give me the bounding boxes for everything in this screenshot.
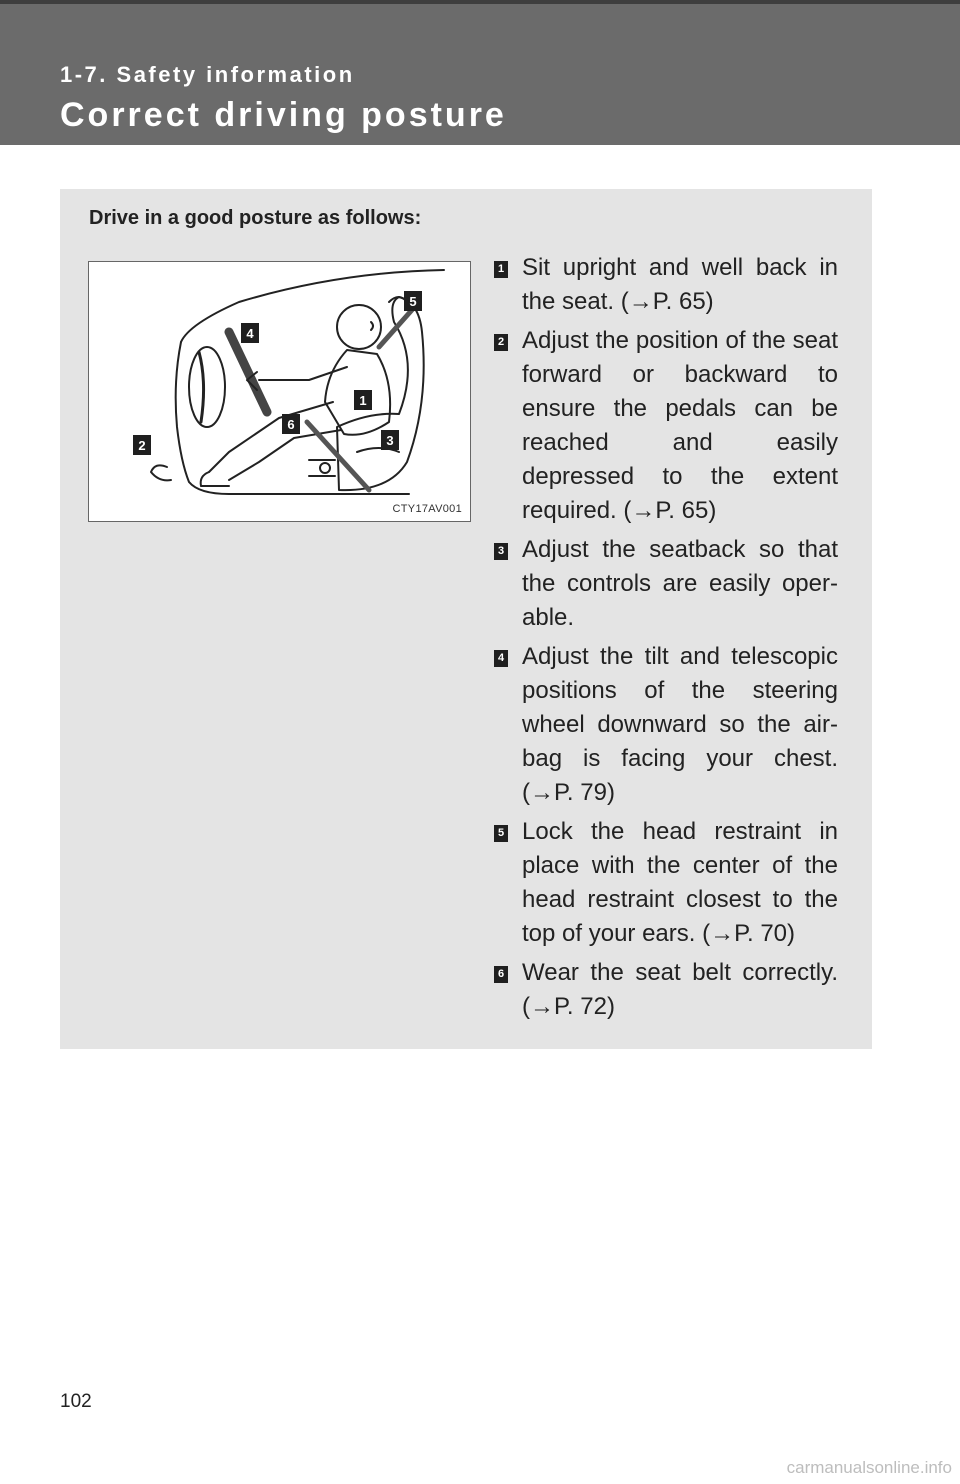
step-number-badge: 3 <box>494 543 508 560</box>
step-6 <box>494 956 838 1024</box>
step-number-badge: 6 <box>494 966 508 983</box>
step-text: Adjust the seatback so that the controls are easily oper-able. <box>522 536 838 631</box>
step-text: Adjust the position of the seat forward or backward to ensure the pedals can be reached and easily depressed to the extent required. (→P. 65) <box>522 327 838 524</box>
posture-steps <box>494 251 838 1029</box>
svg-text:4: 4 <box>246 326 254 341</box>
step-number-badge: 4 <box>494 650 508 667</box>
step-text: Adjust the tilt and telescopic positions of the steering wheel downward so the air-bag is facing your chest. (→P. 79) <box>522 643 838 806</box>
page-title: Correct driving posture <box>60 96 507 134</box>
step-text: Lock the head restraint in place with the center of the head restraint closest to the top of your ears. (→P. 70) <box>522 818 838 947</box>
step-text: Wear the seat belt correctly. (→P. 72) <box>522 959 838 1020</box>
svg-text:6: 6 <box>287 417 295 432</box>
step-number-badge: 1 <box>494 261 508 278</box>
step-number-badge: 5 <box>494 825 508 842</box>
section-label: 1-7. Safety information <box>60 62 355 87</box>
driver-seat-drawing <box>89 262 470 521</box>
chapter-header <box>0 0 960 145</box>
page-number: 102 <box>60 1391 92 1412</box>
svg-text:2: 2 <box>138 438 146 453</box>
step-2 <box>494 324 838 528</box>
step-4 <box>494 640 838 810</box>
step-5 <box>494 815 838 951</box>
intro-text: Drive in a good posture as follows: <box>89 207 422 229</box>
driving-posture-illustration <box>88 261 471 522</box>
svg-text:5: 5 <box>409 294 417 309</box>
watermark: carmanualsonline.info <box>786 1458 952 1477</box>
step-3 <box>494 533 838 635</box>
svg-text:3: 3 <box>386 433 394 448</box>
step-number-badge: 2 <box>494 334 508 351</box>
step-1 <box>494 251 838 319</box>
svg-text:1: 1 <box>359 393 367 408</box>
figure-code: CTY17AV001 <box>392 503 462 515</box>
content-panel <box>60 189 872 1049</box>
step-text: Sit upright and well back in the seat. (→P. 65) <box>522 254 838 315</box>
